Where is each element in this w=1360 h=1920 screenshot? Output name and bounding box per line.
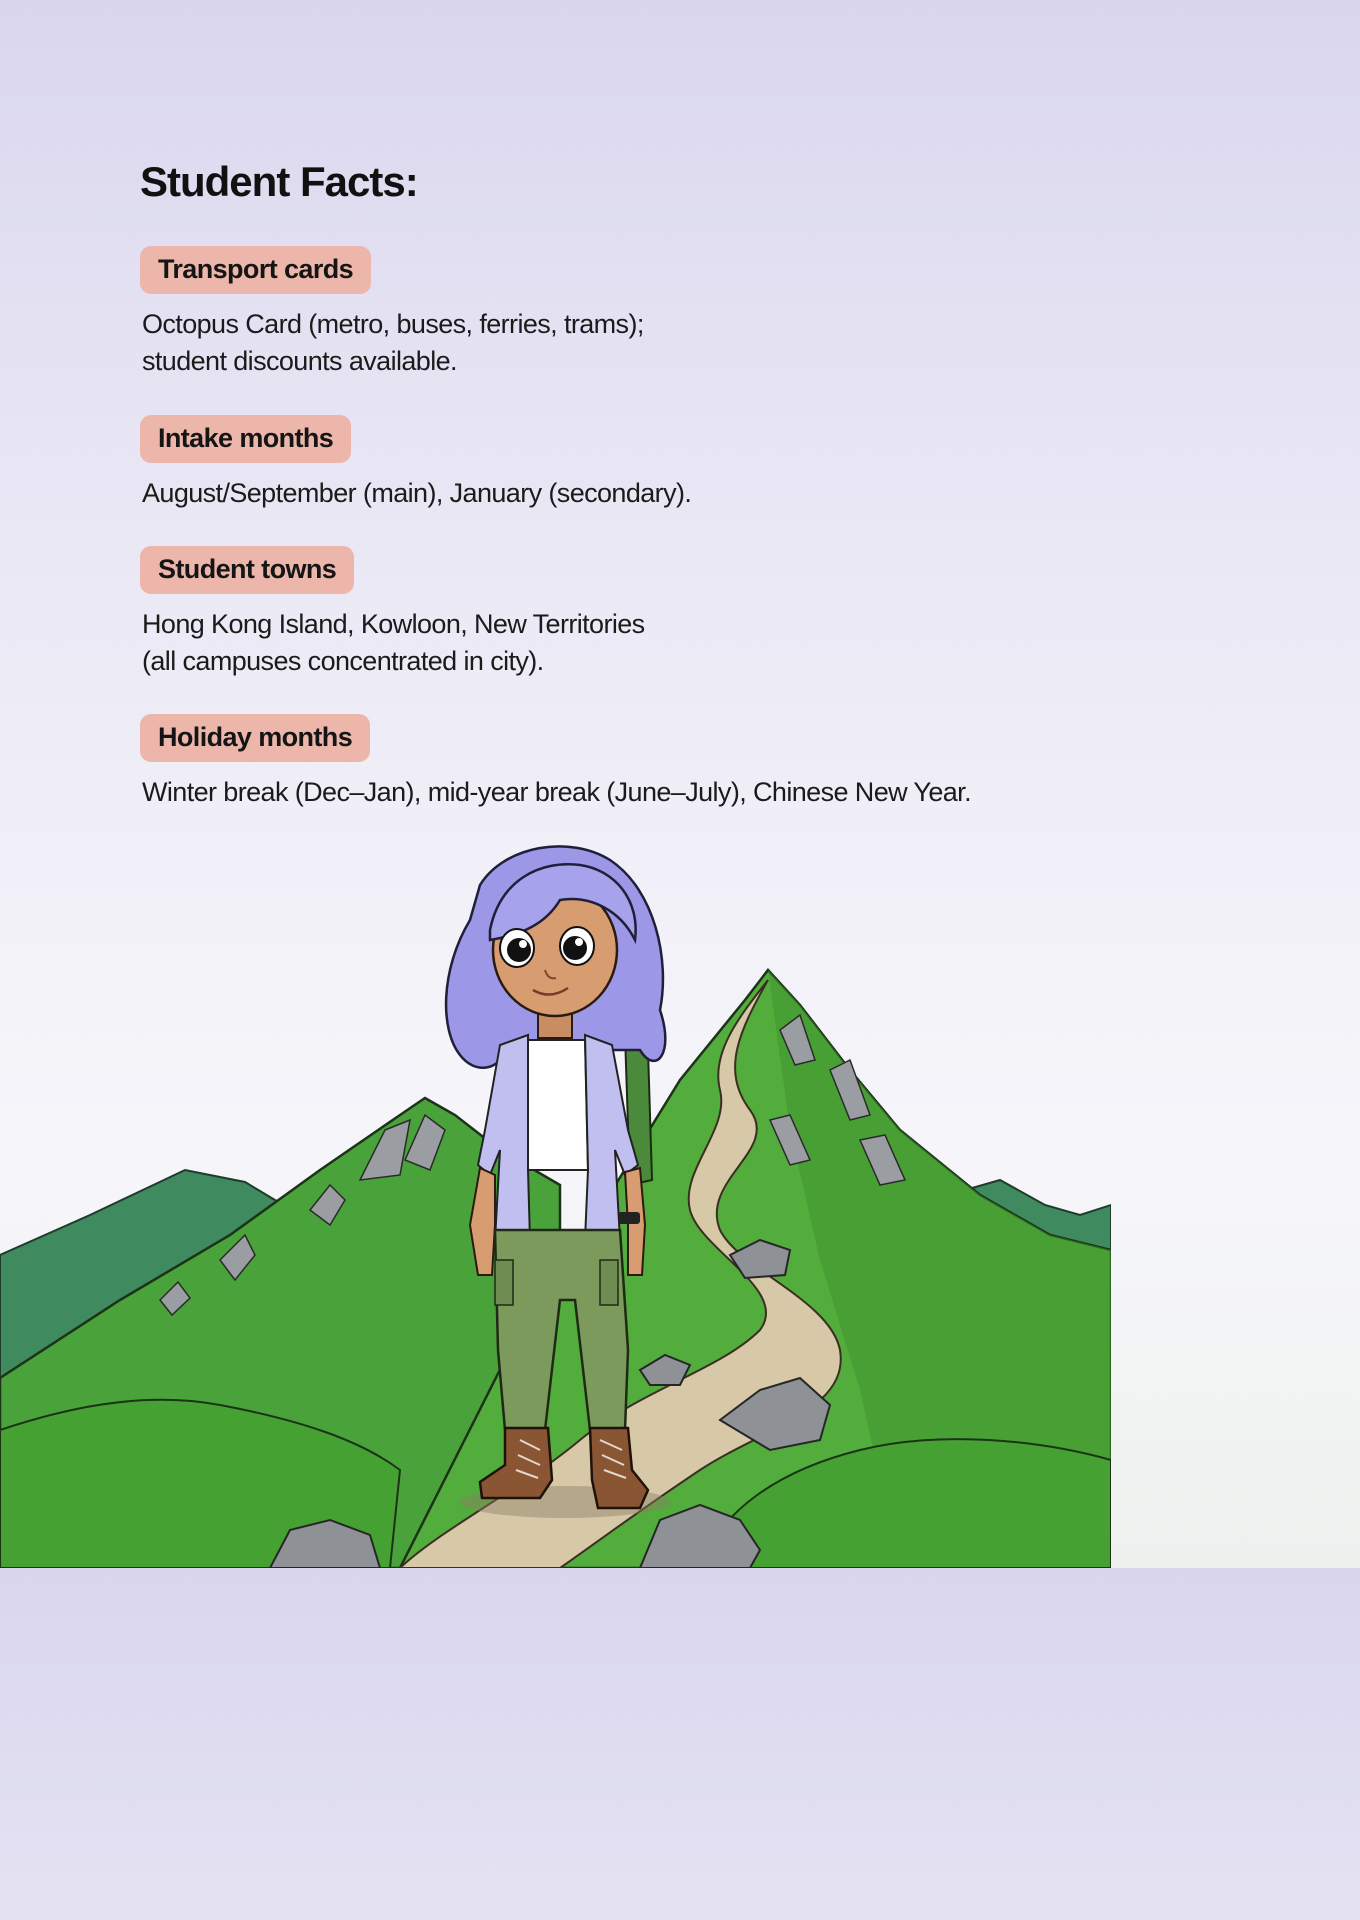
right-cargo-pocket: [600, 1260, 618, 1305]
page-title: Student Facts:: [140, 158, 418, 205]
fact-intake-months: [140, 415, 1080, 512]
fact-description: [142, 774, 1080, 811]
fact-description: [142, 475, 1080, 512]
left-cargo-pocket: [495, 1260, 513, 1305]
watch: [618, 1212, 640, 1224]
fact-line: (all campuses concentrated in city).: [142, 646, 544, 676]
fact-line: student discounts available.: [142, 346, 457, 376]
fact-label-badge: Student towns: [140, 546, 354, 594]
fact-line: August/September (main), January (secondary).: [142, 478, 692, 508]
fact-label-badge: Transport cards: [140, 246, 371, 294]
white-shirt: [525, 1040, 588, 1170]
fact-student-towns: [140, 546, 1080, 680]
fact-label-badge: Holiday months: [140, 714, 370, 762]
fact-line: Winter break (Dec–Jan), mid-year break (June–July), Chinese New Year.: [142, 777, 971, 807]
hiker-mountain-illustration: [0, 830, 1111, 1568]
fact-description: [142, 306, 1080, 380]
fact-transport-cards: [140, 246, 1080, 380]
fact-description: [142, 606, 1080, 680]
fact-holiday-months: [140, 714, 1080, 811]
fact-line: Hong Kong Island, Kowloon, New Territories: [142, 609, 645, 639]
fact-label-badge: Intake months: [140, 415, 351, 463]
fact-line: Octopus Card (metro, buses, ferries, trams);: [142, 309, 644, 339]
